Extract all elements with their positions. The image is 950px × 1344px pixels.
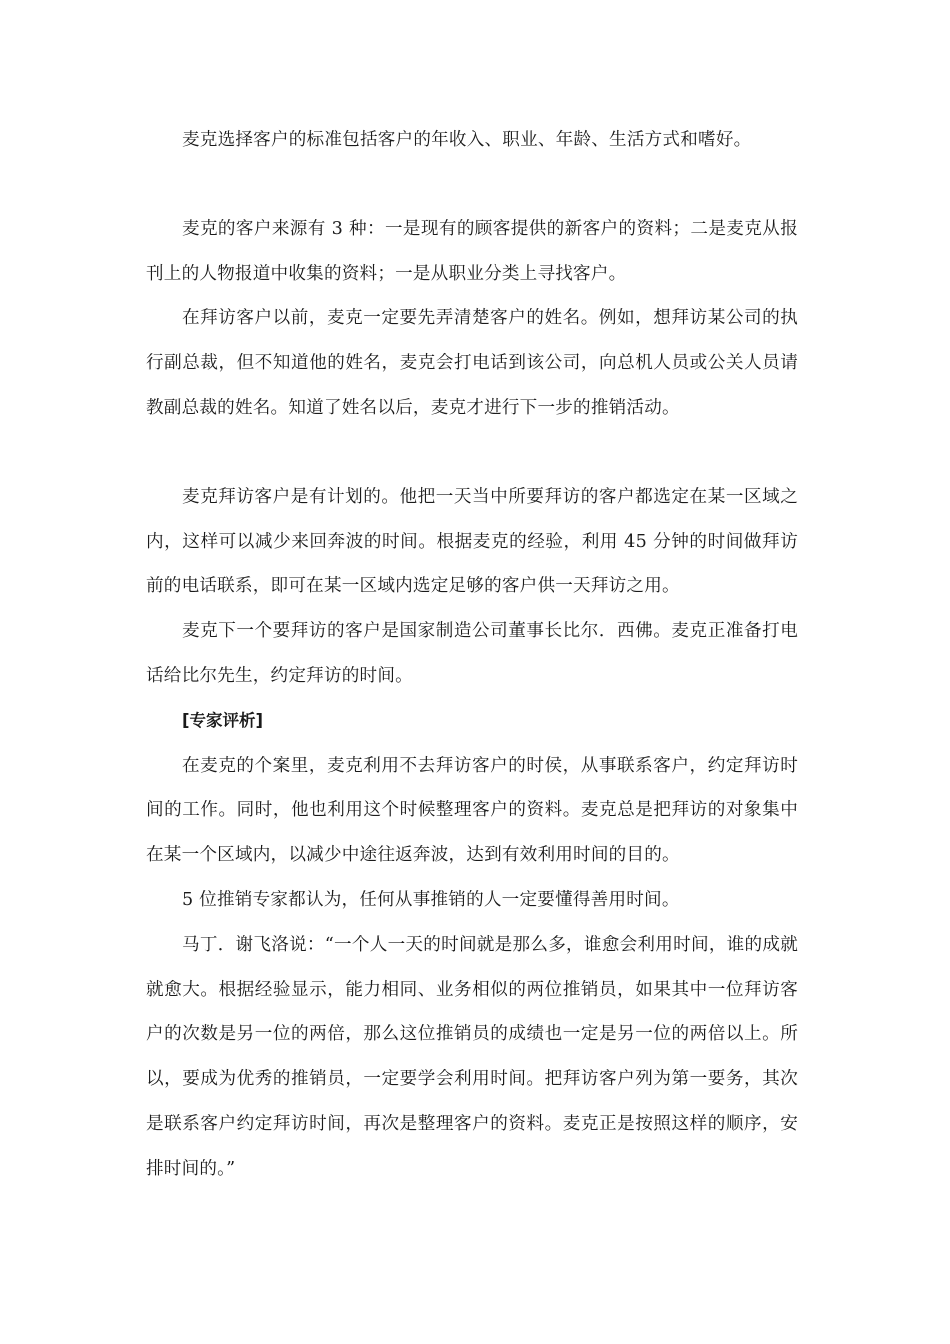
paragraph-planned-visits: 麦克拜访客户是有计划的。他把一天当中所要拜访的客户都选定在某一区域之内，这样可以减少来回奔波的时间。根据麦克的经验，利用 45 分钟的时间做拜访前的电话联系，即可在某一区域内选定足够的客户供一天拜访之用。 (146, 486, 798, 597)
expert-analysis-heading: [专家评析] (182, 710, 264, 730)
paragraph-selection-criteria: 麦克选择客户的标准包括客户的年收入、职业、年龄、生活方式和嗜好。 (182, 130, 752, 150)
paragraph-gap (146, 431, 798, 475)
paragraph-experts-agree: 5 位推销专家都认为，任何从事推销的人一定要懂得善用时间。 (182, 889, 680, 910)
paragraph-next-client: 麦克下一个要拜访的客户是国家制造公司董事长比尔．西佛。麦克正准备打电话给比尔先生，约定拜访的时间。 (146, 621, 798, 686)
paragraph-learn-names: 在拜访客户以前，麦克一定要先弄清楚客户的姓名。例如，想拜访某公司的执行副总裁，但不知道他的姓名，麦克会打电话到该公司，向总机人员或公关人员请教副总裁的姓名。知道了姓名以后，麦克才进行下一步的推销活动。 (146, 308, 798, 418)
paragraph-client-sources: 麦克的客户来源有 3 种：一是现有的顾客提供的新客户的资料；二是麦克从报刊上的人物报道中收集的资料；一是从职业分类上寻找客户。 (146, 218, 798, 284)
paragraph-gap (146, 163, 798, 207)
document-page (146, 118, 798, 1192)
paragraph-quote: 马丁．谢飞洛说：“一个人一天的时间就是那么多，谁愈会利用时间，谁的成就就愈大。根据经验显示，能力相同、业务相似的两位推销员，如果其中一位拜访客户的次数是另一位的两倍，那么这位推销员的成绩也一定是另一位的两倍以上。所以，要成为优秀的推销员，一定要学会利用时间。把拜访客户列为第一要务，其次是联系客户约定拜访时间，再次是整理客户的资料。麦克正是按照这样的顺序，安排时间的。” (146, 934, 798, 1179)
paragraph-case-analysis: 在麦克的个案里，麦克利用不去拜访客户的时侯，从事联系客户，约定拜访时间的工作。同时，他也利用这个时候整理客户的资料。麦克总是把拜访的对象集中在某一个区域内，以减少中途往返奔波，达到有效利用时间的目的。 (146, 755, 798, 866)
